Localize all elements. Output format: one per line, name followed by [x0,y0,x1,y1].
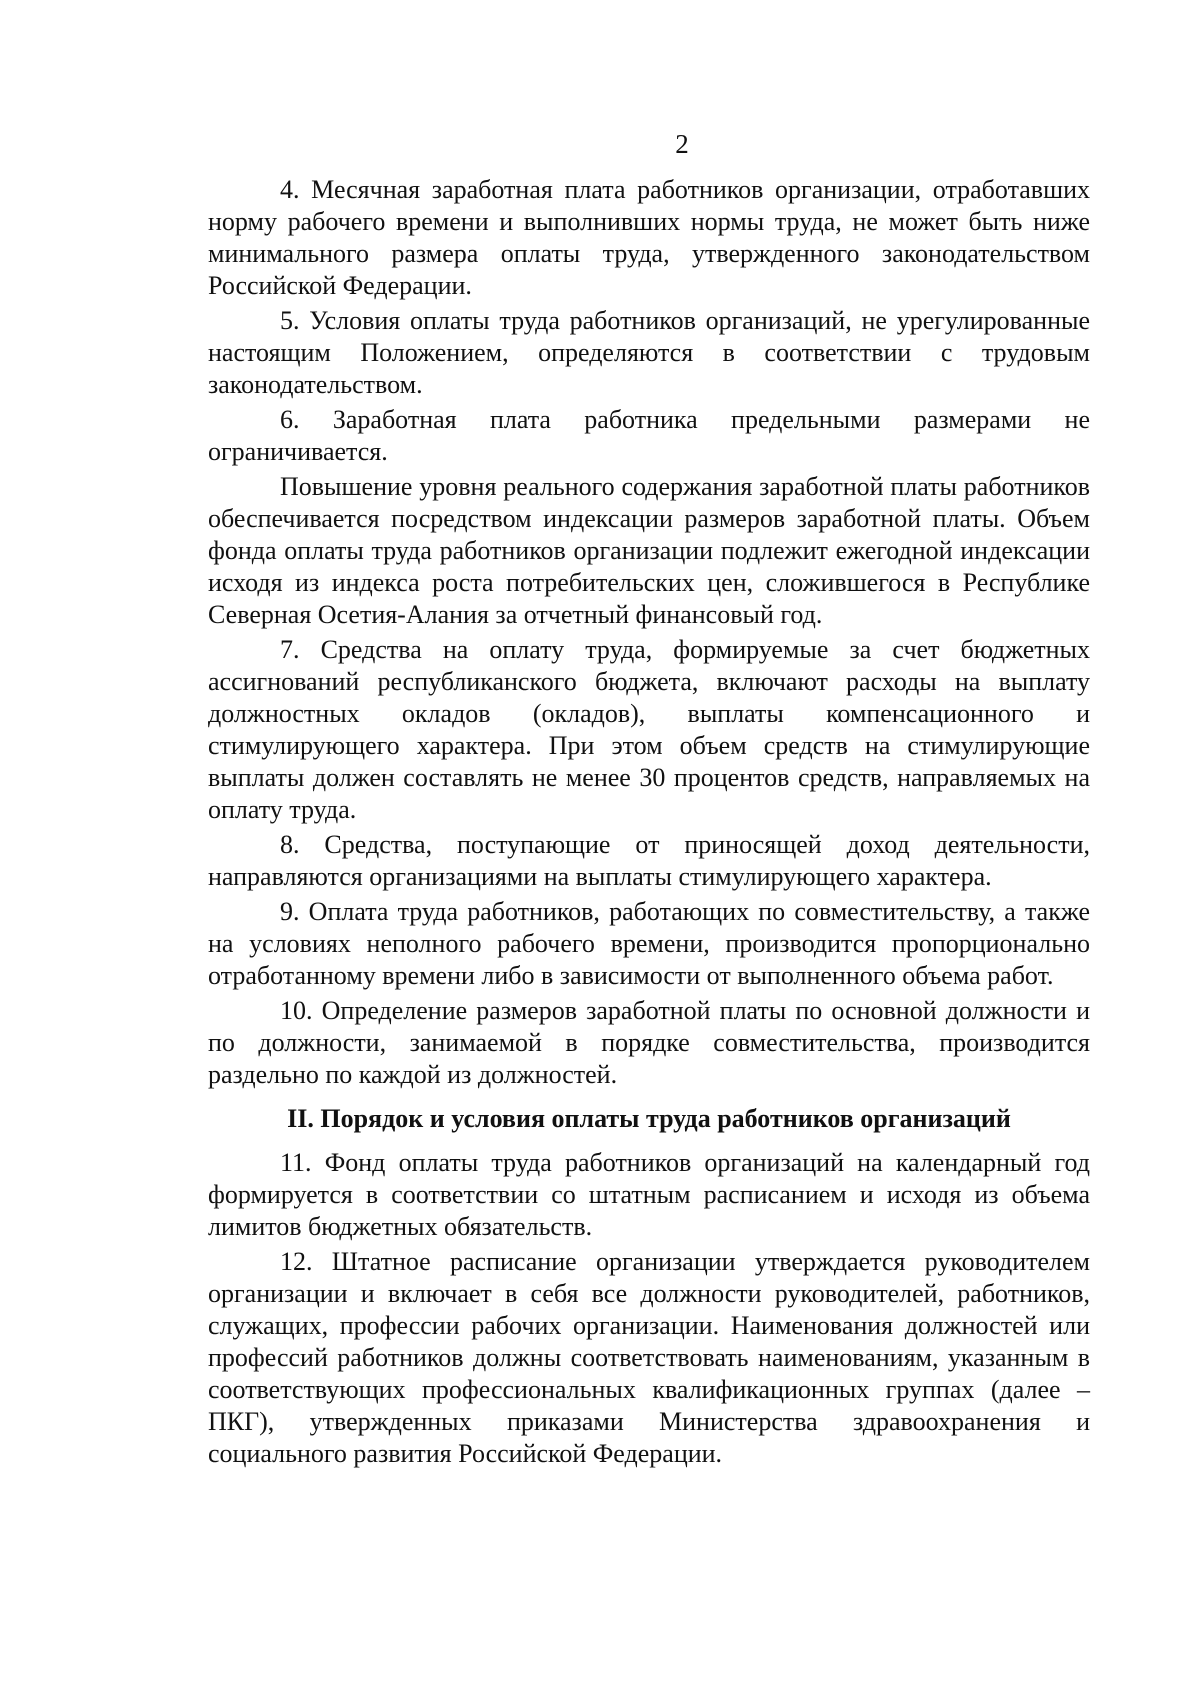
page-number: 2 [675,129,689,159]
paragraph-11: 11. Фонд оплаты труда работников организаций на календарный год формируется в соответствии со штатным расписанием и исходя из объема лимитов бюджетных обязательств. [208,1148,1090,1241]
paragraph-indexation: Повышение уровня реального содержания заработной платы работников обеспечивается посредством индексации размеров заработной платы. Объем фонда оплаты труда работников организации подлежит ежегодной индексации исходя из индекса роста потребительских цен, сложившегося в Республике Северная Осетия-Алания за отчетный финансовый год. [208,472,1090,629]
paragraph-9: 9. Оплата труда работников, работающих по совместительству, а также на условиях неполного рабочего времени, производится пропорционально отработанному времени либо в зависимости от выполненного объема работ. [208,897,1090,990]
paragraph-4: 4. Месячная заработная плата работников организации, отработавших норму рабочего времени и выполнивших нормы труда, не может быть ниже минимального размера оплаты труда, утвержденного законодательством Российской Федерации. [208,175,1090,300]
document-body [208,174,1090,1473]
paragraph-6: 6. Заработная плата работника предельными размерами не ограничивается. [208,405,1090,466]
paragraph-10: 10. Определение размеров заработной платы по основной должности и по должности, занимаемой в порядке совместительства, производится раздельно по каждой из должностей. [208,996,1090,1089]
paragraph-8: 8. Средства, поступающие от приносящей доход деятельности, направляются организациями на выплаты стимулирующего характера. [208,830,1090,891]
section-heading: II. Порядок и условия оплаты труда работников организаций [287,1104,1011,1133]
paragraph-5: 5. Условия оплаты труда работников организаций, не урегулированные настоящим Положением, определяются в соответствии с трудовым законодательством. [208,306,1090,399]
paragraph-7: 7. Средства на оплату труда, формируемые за счет бюджетных ассигнований республиканского бюджета, включают расходы на выплату должностных окладов (окладов), выплаты компенсационного и стимулирующего характера. При этом объем средств на стимулирующие выплаты должен составлять не менее 30 процентов средств, направляемых на оплату труда. [208,635,1090,824]
paragraph-12: 12. Штатное расписание организации утверждается руководителем организации и включает в себя все должности руководителей, работников, служащих, профессии рабочих организации. Наименования должностей или профессий работников должны соответствовать наименованиям, указанным в соответствующих профессиональных квалификационных группах (далее – ПКГ), утвержденных приказами Министерства здравоохранения и социального развития Российской Федерации. [208,1247,1090,1468]
